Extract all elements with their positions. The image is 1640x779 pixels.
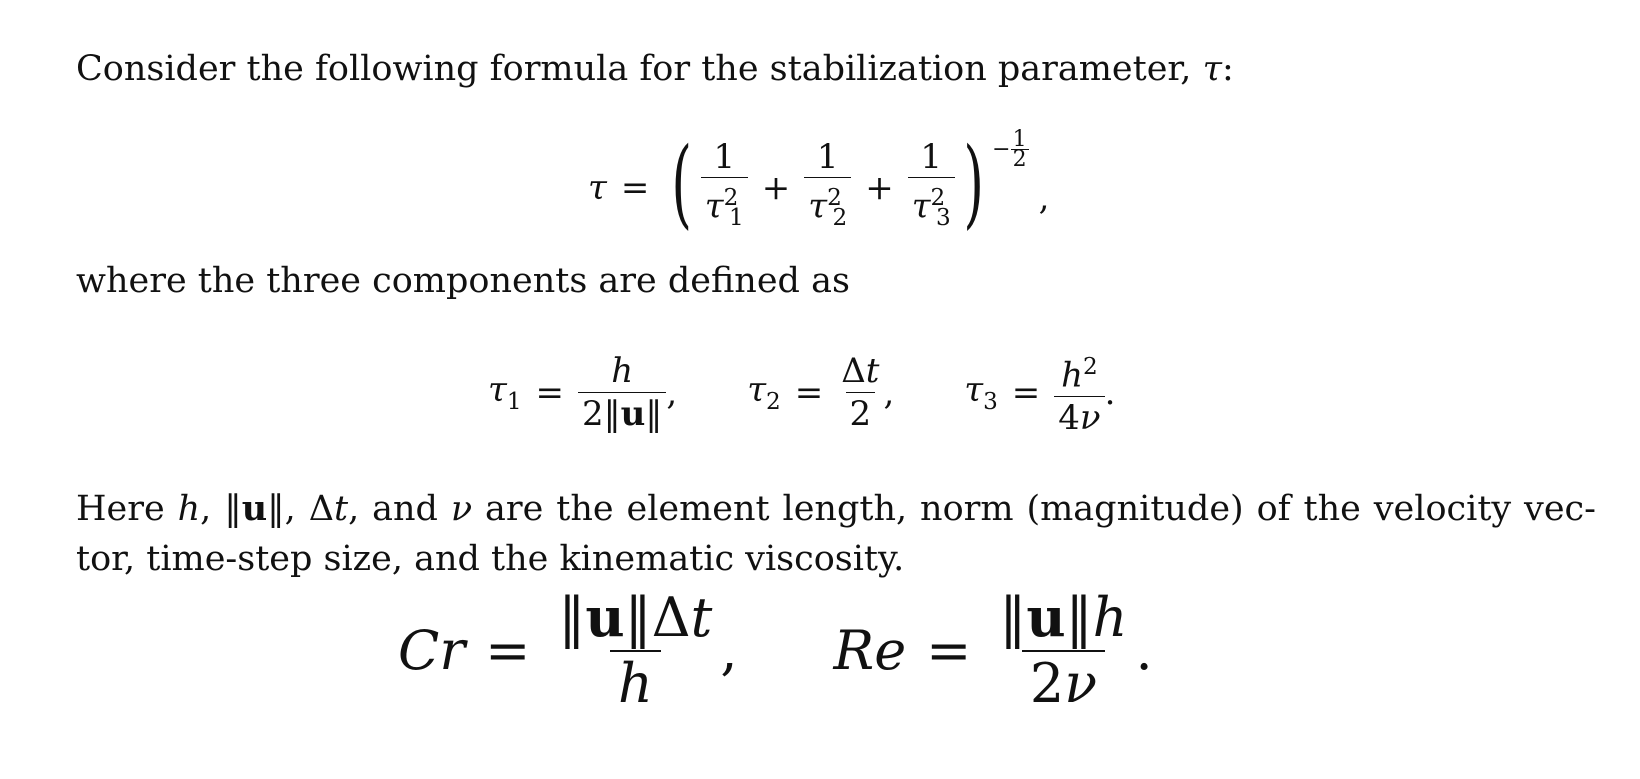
fraction-numerator: 1 [920,136,943,177]
intro-colon: : [1221,49,1234,89]
equals-sign: = [485,618,531,682]
exponent-fraction: $\frac{1}{2}$ [1012,127,1027,172]
fraction-term-3 [908,137,955,239]
norm-u: ‖u‖ [224,488,285,529]
comma: , [720,618,738,682]
tau2-fraction: $\frac{\Delta t}{2}$ [841,351,880,434]
fraction-term-1 [701,137,748,239]
fraction-numerator: 1 [713,136,736,177]
comma: , [666,372,678,413]
components-paragraph: where the three components are defined as [76,261,850,301]
fraction-denominator: $\tau^2_1$ [701,177,748,239]
tau-formula [588,126,1050,245]
exponent-sign: − [992,137,1011,162]
intro-text: Consider the following formula for the stabilization parameter, [76,49,1192,89]
equals-sign: = [535,372,565,413]
courant-fraction: $\frac{‖u‖\Delta t}{h}$ [558,584,713,715]
comma: , [883,372,895,413]
definitions-paragraph: Here h, ‖u‖, Δt, and ν are the element length, norm (magnitude) of the velocity vec- tor, time-step size, and the kinematic viscosity. [76,488,1596,579]
fraction-denominator: $\tau^2_2$ [804,177,851,239]
reynolds-lhs: Re [833,618,907,682]
equals-sign: = [926,618,972,682]
tau2-lhs: $\tau_2$ [747,369,781,416]
exponent [992,127,1028,172]
reynolds-fraction: $\frac{‖u‖h}{2\nu}$ [999,584,1128,715]
fraction-denominator: $\tau^2_3$ [908,177,955,239]
courant-lhs: Cr [398,618,466,682]
components-formula [488,345,1115,440]
plus-sign: + [865,167,894,208]
tau3-fraction: $\frac{h^2}{4\nu}$ [1054,346,1104,440]
trailing-comma: , [1038,177,1050,218]
tau-lhs: τ [588,167,607,208]
tau3-lhs: $\tau_3$ [964,369,998,416]
tau1-fraction: $\frac{h}{2‖u‖}$ [578,350,666,435]
tau1-lhs: $\tau_1$ [488,369,522,416]
tau-symbol: τ [1202,49,1222,89]
fraction-term-2 [804,137,851,239]
plus-sign: + [761,167,791,208]
equals-sign: = [620,167,650,208]
fraction-numerator: 1 [816,136,839,177]
period: . [1135,618,1153,682]
equals-sign: = [1011,372,1041,413]
intro-paragraph [76,44,1596,94]
open-paren: ( [671,126,693,239]
delta-t: Δt [308,489,349,529]
dimensionless-numbers-formula [398,575,1153,725]
close-paren: ) [963,126,984,239]
period: . [1104,372,1116,413]
equals-sign: = [794,372,824,413]
